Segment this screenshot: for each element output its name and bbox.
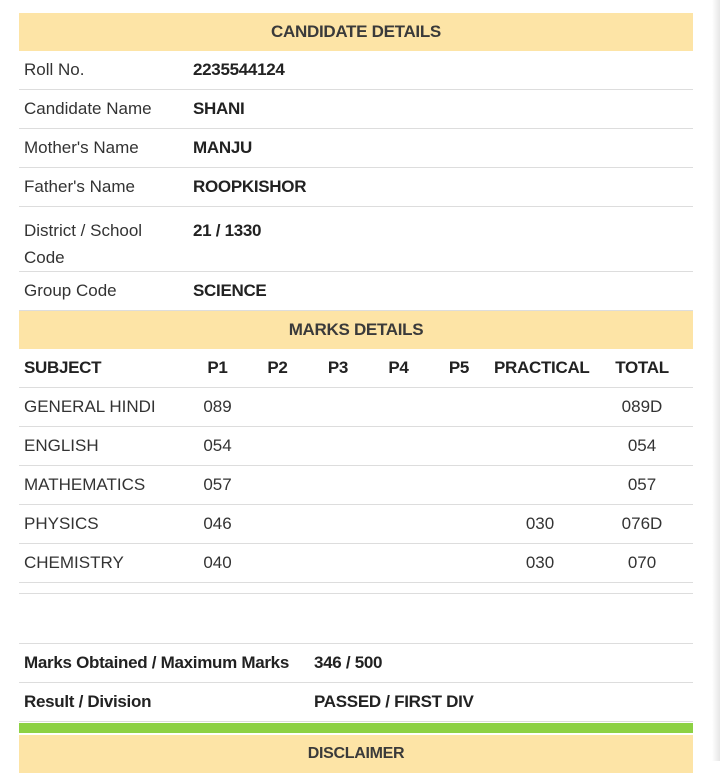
marks-details-table — [19, 311, 693, 594]
detail-label: Group Code — [19, 272, 188, 311]
total-cell: 076D — [591, 505, 693, 544]
result-summary-table — [19, 594, 693, 722]
detail-label: Roll No. — [19, 51, 188, 90]
p2-cell — [247, 388, 308, 427]
table-row — [19, 388, 693, 427]
detail-label-line: Code — [24, 248, 65, 267]
p1-cell: 040 — [188, 544, 247, 583]
divider — [19, 594, 693, 644]
p4-cell — [368, 427, 429, 466]
p4-cell — [368, 466, 429, 505]
detail-label — [19, 207, 188, 272]
column-header: P2 — [247, 349, 308, 388]
p5-cell — [429, 544, 489, 583]
p4-cell — [368, 544, 429, 583]
detail-value: ROOPKISHOR — [188, 168, 693, 207]
p2-cell — [247, 427, 308, 466]
p1-cell: 046 — [188, 505, 247, 544]
total-cell: 057 — [591, 466, 693, 505]
detail-value: 21 / 1330 — [193, 221, 262, 240]
detail-value: MANJU — [188, 129, 693, 168]
p5-cell — [429, 466, 489, 505]
p3-cell — [308, 505, 368, 544]
subject-cell: PHYSICS — [19, 505, 188, 544]
table-row — [19, 466, 693, 505]
column-header: TOTAL — [591, 349, 693, 388]
candidate-details-heading: CANDIDATE DETAILS — [19, 13, 693, 51]
column-header: P4 — [368, 349, 429, 388]
total-cell: 054 — [591, 427, 693, 466]
division-value: PASSED / FIRST DIV — [309, 683, 693, 722]
p3-cell — [308, 544, 368, 583]
p5-cell — [429, 505, 489, 544]
result-card — [19, 13, 693, 773]
p3-cell — [308, 388, 368, 427]
subject-cell: CHEMISTRY — [19, 544, 188, 583]
division-row — [19, 683, 693, 722]
subject-cell: MATHEMATICS — [19, 466, 188, 505]
p2-cell — [247, 505, 308, 544]
p1-cell: 057 — [188, 466, 247, 505]
column-header: P3 — [308, 349, 368, 388]
subject-cell: GENERAL HINDI — [19, 388, 188, 427]
p3-cell — [308, 466, 368, 505]
column-header: P5 — [429, 349, 489, 388]
candidate-details-table — [19, 13, 693, 311]
detail-value: 2235544124 — [188, 51, 693, 90]
green-divider-bar — [19, 723, 693, 733]
total-cell: 070 — [591, 544, 693, 583]
p2-cell — [247, 544, 308, 583]
practical-cell — [489, 466, 591, 505]
marks-obtained-row — [19, 644, 693, 683]
divider — [19, 583, 693, 594]
detail-label: Mother's Name — [19, 129, 188, 168]
p5-cell — [429, 427, 489, 466]
detail-row-name — [19, 90, 693, 129]
scrollbar-edge — [712, 0, 720, 761]
practical-cell — [489, 427, 591, 466]
marks-header-row — [19, 349, 693, 388]
table-row — [19, 427, 693, 466]
detail-value: SHANI — [188, 90, 693, 129]
p4-cell — [368, 505, 429, 544]
detail-row-group — [19, 272, 693, 311]
detail-label-line: District / School — [24, 221, 143, 240]
p5-cell — [429, 388, 489, 427]
marks-obtained-label: Marks Obtained / Maximum Marks — [19, 644, 309, 683]
detail-row-district — [19, 207, 693, 272]
column-header: PRACTICAL — [489, 349, 591, 388]
column-header: P1 — [188, 349, 247, 388]
detail-label: Father's Name — [19, 168, 188, 207]
detail-row-roll — [19, 51, 693, 90]
detail-row-father — [19, 168, 693, 207]
p2-cell — [247, 466, 308, 505]
marks-obtained-value: 346 / 500 — [309, 644, 693, 683]
table-row — [19, 544, 693, 583]
detail-value: SCIENCE — [188, 272, 693, 311]
detail-label: Candidate Name — [19, 90, 188, 129]
subject-cell: ENGLISH — [19, 427, 188, 466]
p1-cell: 089 — [188, 388, 247, 427]
total-cell: 089D — [591, 388, 693, 427]
practical-cell — [489, 388, 591, 427]
division-label: Result / Division — [19, 683, 309, 722]
table-row — [19, 505, 693, 544]
practical-cell: 030 — [489, 544, 591, 583]
disclaimer-heading: DISCLAIMER — [19, 735, 693, 773]
p4-cell — [368, 388, 429, 427]
detail-row-mother — [19, 129, 693, 168]
marks-details-heading: MARKS DETAILS — [19, 311, 693, 349]
p1-cell: 054 — [188, 427, 247, 466]
p3-cell — [308, 427, 368, 466]
column-header: SUBJECT — [19, 349, 188, 388]
practical-cell: 030 — [489, 505, 591, 544]
